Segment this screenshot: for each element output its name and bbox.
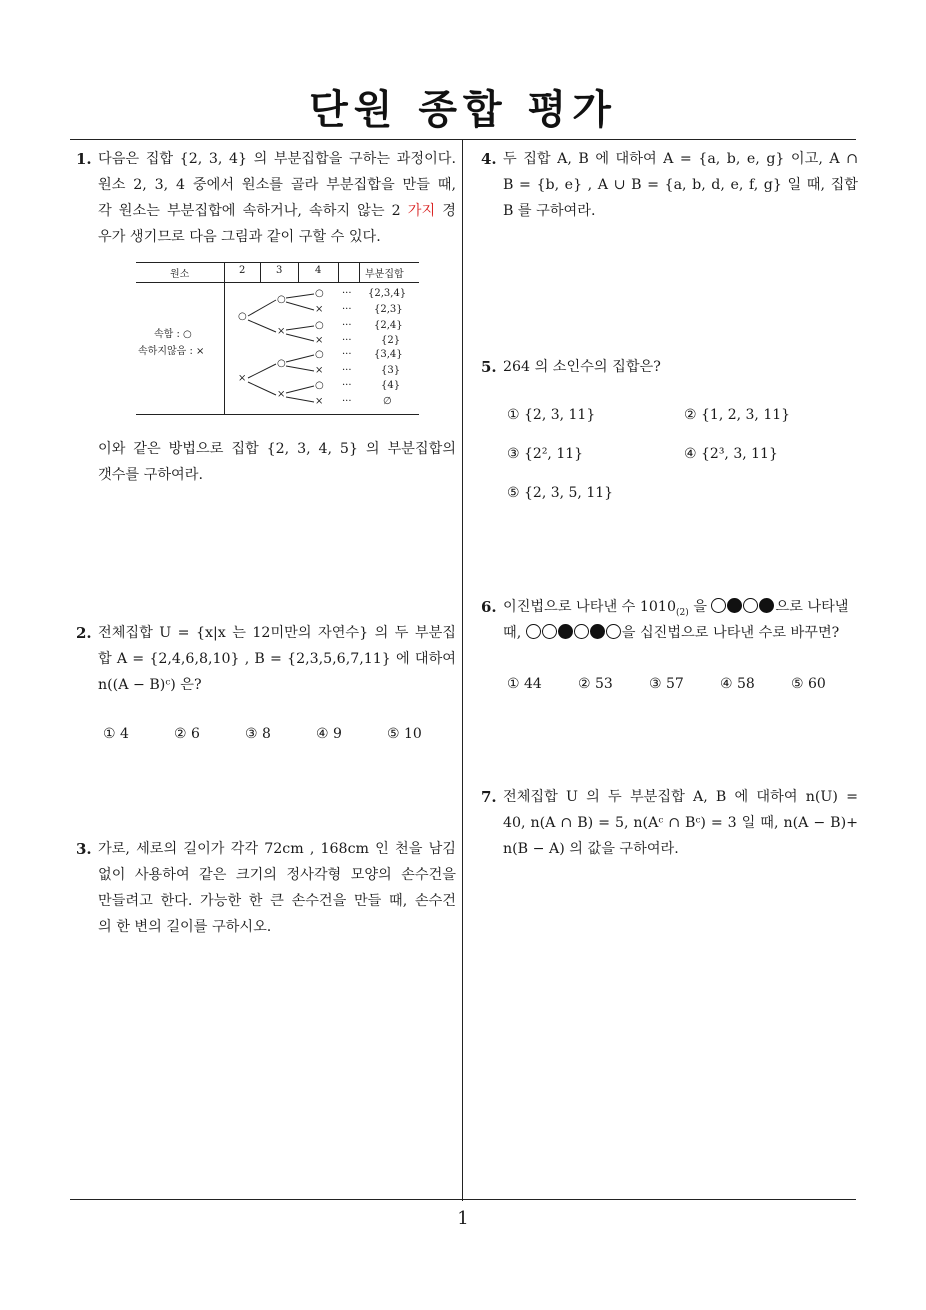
choice-1[interactable]: ① 44 bbox=[507, 676, 542, 692]
choice-1[interactable]: ① 4 bbox=[103, 726, 129, 742]
question-line: B 를 구하여라. bbox=[503, 203, 596, 219]
question-line: 두 집합 A, B 에 대하여 A = {a, b, e, g} 이고, A ∩ bbox=[503, 151, 858, 167]
question-number: 4. bbox=[481, 150, 497, 168]
subset-result: {2} bbox=[381, 335, 401, 346]
tree-node: × bbox=[315, 396, 324, 407]
top-rule bbox=[70, 139, 856, 140]
legend-in: 속함 : ○ bbox=[154, 329, 192, 340]
tree-node: ○ bbox=[315, 320, 324, 331]
empty-circle-icon bbox=[574, 624, 589, 639]
question-line: 다음은 집합 {2, 3, 4} 의 부분집합을 구하는 과정이다. bbox=[98, 151, 456, 167]
choice-4[interactable]: ④ {2³, 3, 11} bbox=[684, 446, 778, 462]
tree-node: ○ bbox=[277, 358, 286, 369]
bottom-rule bbox=[70, 1199, 856, 1200]
choice-5[interactable]: ⑤ 10 bbox=[387, 726, 422, 742]
question-text: 경 bbox=[435, 203, 457, 219]
tree-node: × bbox=[238, 373, 247, 384]
filled-circle-icon bbox=[759, 598, 774, 613]
subset-result: {2,3,4} bbox=[368, 288, 407, 299]
question-4 bbox=[481, 146, 858, 224]
tree-node: × bbox=[315, 304, 324, 315]
subset-result: {3,4} bbox=[374, 349, 403, 360]
ellipsis: ··· bbox=[342, 396, 352, 407]
empty-circle-icon bbox=[743, 598, 758, 613]
ellipsis: ··· bbox=[342, 335, 352, 346]
question-line: 원소 2, 3, 4 중에서 원소를 골라 부분집합을 만들 때, bbox=[98, 177, 456, 193]
question-number: 2. bbox=[76, 624, 92, 642]
highlighted-text: 가지 bbox=[407, 203, 436, 219]
empty-circle-icon bbox=[526, 624, 541, 639]
tree-node: ○ bbox=[315, 349, 324, 360]
ellipsis: ··· bbox=[342, 380, 352, 391]
choice-2[interactable]: ② 53 bbox=[578, 676, 613, 692]
tree-node: × bbox=[277, 389, 286, 400]
question-line: 40, n(A ∩ B) = 5, n(Aᶜ ∩ Bᶜ) = 3 일 때, n(A − B)+ bbox=[503, 815, 858, 831]
question-text: 때, bbox=[503, 625, 526, 641]
question-line bbox=[98, 198, 456, 224]
question-1 bbox=[76, 146, 457, 250]
question-5 bbox=[481, 354, 858, 380]
choice-2[interactable]: ② {1, 2, 3, 11} bbox=[684, 407, 791, 423]
choice-4[interactable]: ④ 9 bbox=[316, 726, 342, 742]
subset-result: {2,3} bbox=[374, 304, 403, 315]
question-1-continued bbox=[98, 436, 456, 488]
question-line: 전체집합 U 의 두 부분집합 A, B 에 대하여 n(U) = bbox=[503, 789, 858, 805]
question-line: B = {b, e} , A ∪ B = {a, b, d, e, f, g} 일 때, 집합 bbox=[503, 177, 858, 193]
subset-result: ∅ bbox=[383, 396, 392, 407]
question-line: n(B − A) 의 값을 구하여라. bbox=[503, 841, 679, 857]
question-line: 전체집합 U = {x|x 는 12미만의 자연수} 의 두 부분집 bbox=[98, 625, 456, 641]
page-number: 1 bbox=[457, 1208, 469, 1229]
subset-result: {3} bbox=[381, 365, 401, 376]
tree-node: × bbox=[315, 335, 324, 346]
question-number: 3. bbox=[76, 840, 92, 858]
choice-1[interactable]: ① {2, 3, 11} bbox=[507, 407, 596, 423]
empty-circle-icon bbox=[606, 624, 621, 639]
choice-4[interactable]: ④ 58 bbox=[720, 676, 755, 692]
choice-5[interactable]: ⑤ 60 bbox=[791, 676, 826, 692]
question-line: 만들려고 한다. 가능한 한 큰 손수건을 만들 때, 손수건 bbox=[98, 893, 456, 909]
question-line: 합 A = {2,4,6,8,10} , B = {2,3,5,6,7,11} 에 대하여 bbox=[98, 651, 456, 667]
empty-circle-icon bbox=[542, 624, 557, 639]
question-line: 가로, 세로의 길이가 각각 72cm , 168cm 인 천을 남김 bbox=[98, 841, 456, 857]
empty-circle-icon bbox=[711, 598, 726, 613]
question-number: 1. bbox=[76, 150, 92, 168]
choice-5[interactable]: ⑤ {2, 3, 5, 11} bbox=[507, 485, 614, 501]
subset-result: {2,4} bbox=[374, 320, 403, 331]
page-title: 단원 종합 평가 bbox=[309, 87, 617, 133]
table-header: 3 bbox=[276, 265, 283, 276]
tree-node: ○ bbox=[315, 288, 324, 299]
question-line: 264 의 소인수의 집합은? bbox=[503, 359, 661, 375]
filled-circle-icon bbox=[590, 624, 605, 639]
question-line: 없이 사용하여 같은 크기의 정사각형 모양의 손수건을 bbox=[98, 867, 456, 883]
question-2 bbox=[76, 620, 456, 698]
table-header: 4 bbox=[315, 265, 322, 276]
base-subscript: (2) bbox=[675, 607, 689, 618]
question-number: 7. bbox=[481, 788, 497, 806]
question-text: 을 십진법으로 나타낸 수로 바꾸면? bbox=[621, 625, 840, 641]
question-line bbox=[503, 620, 863, 646]
table-header: 부분집합 bbox=[365, 269, 404, 280]
ellipsis: ··· bbox=[342, 288, 352, 299]
question-number: 5. bbox=[481, 358, 497, 376]
q2-choices bbox=[103, 726, 453, 746]
filled-circle-icon bbox=[558, 624, 573, 639]
legend-out: 속하지않음 : × bbox=[138, 346, 205, 357]
tree-node: ○ bbox=[277, 294, 286, 305]
ellipsis: ··· bbox=[342, 349, 352, 360]
question-line: 우가 생기므로 다음 그림과 같이 구할 수 있다. bbox=[98, 229, 381, 245]
question-line: n((A − B)ᶜ) 은? bbox=[98, 677, 202, 693]
question-text: 각 원소는 부분집합에 속하거나, 속하지 않는 2 bbox=[98, 203, 401, 219]
tree-node: ○ bbox=[315, 380, 324, 391]
q6-choices bbox=[507, 676, 857, 696]
question-line: 의 한 변의 길이를 구하시오. bbox=[98, 919, 272, 935]
ellipsis: ··· bbox=[342, 365, 352, 376]
question-text: 이진법으로 나타낸 수 1010 bbox=[503, 599, 676, 615]
table-header: 2 bbox=[239, 265, 246, 276]
question-line: 이와 같은 방법으로 집합 {2, 3, 4, 5} 의 부분집합의 bbox=[98, 441, 456, 457]
filled-circle-icon bbox=[727, 598, 742, 613]
question-6 bbox=[481, 594, 863, 646]
subset-result: {4} bbox=[381, 380, 401, 391]
ellipsis: ··· bbox=[342, 320, 352, 331]
question-line bbox=[503, 594, 863, 620]
choice-3[interactable]: ③ 8 bbox=[245, 726, 271, 742]
choice-3[interactable]: ③ {2², 11} bbox=[507, 446, 584, 462]
ellipsis: ··· bbox=[342, 304, 352, 315]
question-number: 6. bbox=[481, 598, 497, 616]
choice-3[interactable]: ③ 57 bbox=[649, 676, 684, 692]
tree-node: × bbox=[277, 326, 286, 337]
question-text: 을 bbox=[688, 599, 712, 615]
question-text: 으로 나타낼 bbox=[775, 599, 849, 615]
choice-2[interactable]: ② 6 bbox=[174, 726, 200, 742]
question-7 bbox=[481, 784, 858, 862]
table-header: 원소 bbox=[170, 269, 190, 280]
tree-node: ○ bbox=[238, 311, 247, 322]
tree-node: × bbox=[315, 365, 324, 376]
question-3 bbox=[76, 836, 456, 940]
q5-choices bbox=[507, 407, 857, 507]
column-divider bbox=[462, 139, 463, 1201]
subset-tree-table bbox=[136, 262, 419, 415]
question-line: 갯수를 구하여라. bbox=[98, 467, 203, 483]
